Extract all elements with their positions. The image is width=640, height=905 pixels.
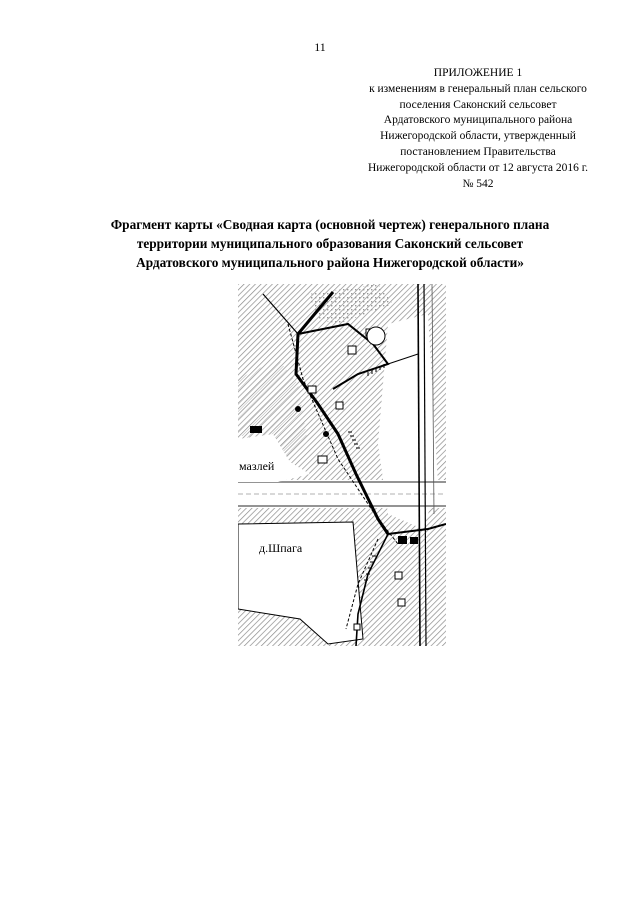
title-line: Фрагмент карты «Сводная карта (основной чертеж) генерального плана [110, 217, 550, 232]
appendix-line: поселения Саконский сельсовет [399, 98, 557, 111]
appendix-line: Нижегородской области, утвержденный [380, 130, 576, 143]
appendix-line: ПРИЛОЖЕНИЕ 1 [433, 67, 523, 79]
building [410, 537, 418, 544]
building [348, 346, 356, 354]
building [398, 599, 405, 606]
marker [323, 431, 329, 437]
appendix-line: № 542 [462, 177, 494, 190]
marker [295, 406, 301, 412]
pond [367, 327, 385, 345]
title-line: территории муниципального образования Саконский сельсовет [136, 236, 524, 251]
building [336, 402, 343, 409]
building [395, 572, 402, 579]
building [354, 624, 360, 630]
appendix-line: Нижегородской области от 12 августа 2016 г. [367, 161, 589, 174]
appendix-line: Ардатовского муниципального района [383, 114, 573, 127]
appendix-line: постановлением Правительства [400, 145, 556, 158]
title-line: Ардатовского муниципального района Нижегородской области» [136, 255, 524, 270]
document-title [40, 215, 620, 272]
building [318, 456, 327, 463]
map-fragment [238, 284, 446, 646]
appendix-block [340, 66, 616, 192]
map-label-village-shpaga: д.Шпага [259, 541, 303, 555]
map-label-village-west: мазлей [239, 459, 275, 473]
appendix-line: к изменениям в генеральный план сельского [369, 82, 587, 95]
page-number: 11 [314, 40, 326, 54]
building [308, 386, 316, 393]
building [250, 426, 262, 433]
building [398, 536, 407, 544]
